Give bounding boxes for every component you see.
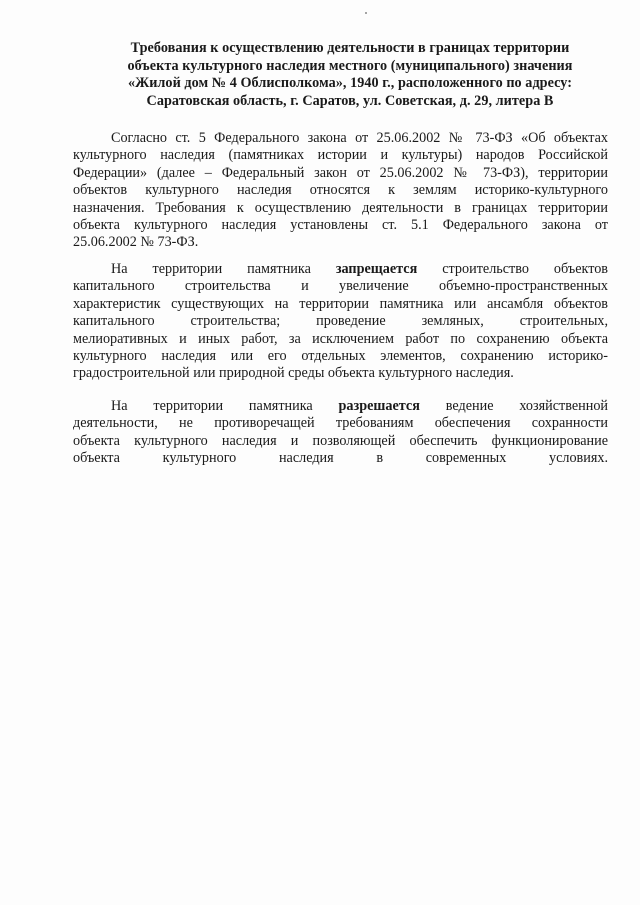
paragraph2-line-4: капитального строительства; проведение земляных, строительных,	[73, 313, 608, 330]
paragraph1-line-3: Федерации» (далее – Федеральный закон от 25.06.2002 № 73-ФЗ), территории	[73, 164, 608, 181]
title-line-3: «Жилой дом № 4 Облисполкома», 1940 г., расположенного по адресу:	[127, 75, 573, 91]
paragraph2-lead-tail: строительство объектов	[417, 261, 608, 277]
paragraph-permitted	[73, 398, 608, 468]
paragraph3-lead-text: На территории памятника	[111, 398, 339, 414]
paragraph3-line-2: деятельности, не противоречащей требованиям обеспечения сохранности	[73, 415, 608, 432]
paragraph2-lead-text: На территории памятника	[111, 261, 336, 277]
paragraph1-line-5: назначения. Требования к осуществлению деятельности в границах территории	[73, 199, 608, 216]
paragraph3-line-3: объекта культурного наследия и позволяющей обеспечить функционирование	[73, 432, 608, 449]
paragraph-prohibited	[73, 261, 608, 383]
paragraph2-line-7: градостроительной или природной среды объекта культурного наследия.	[73, 365, 514, 382]
scan-speck	[365, 12, 367, 14]
paragraph2-line-2: капитального строительства и увеличение объемно-пространственных	[73, 278, 608, 295]
document-title	[96, 40, 604, 110]
permitted-keyword: разрешается	[338, 398, 420, 414]
paragraph1-line-7: 25.06.2002 № 73-ФЗ.	[73, 234, 199, 251]
title-line-1: Требования к осуществлению деятельности в границах территории	[130, 40, 570, 56]
title-line-4: Саратовская область, г. Саратов, ул. Советская, д. 29, литера В	[146, 92, 554, 109]
paragraph2-line-1	[73, 261, 608, 278]
paragraph3-line-1	[73, 398, 608, 415]
paragraph3-line-4: объекта культурного наследия в современных условиях.	[73, 450, 608, 467]
paragraph1-line-6: объекта культурного наследия установлены ст. 5.1 Федерального закона от	[73, 216, 608, 233]
paragraph2-line-5: мелиоративных и иных работ, за исключением работ по сохранению объекта	[73, 330, 608, 347]
prohibited-keyword: запрещается	[335, 261, 418, 277]
paragraph3-lead-tail: ведение хозяйственной	[419, 398, 608, 414]
paragraph1-line-2: культурного наследия (памятниках истории и культуры) народов Российской	[73, 147, 608, 164]
paragraph1-line-4: объектов культурного наследия относятся к землям историко-культурного	[73, 182, 608, 199]
title-line-2: объекта культурного наследия местного (муниципального) значения	[127, 57, 573, 74]
paragraph1-line-1: Согласно ст. 5 Федерального закона от 25.06.2002 № 73-ФЗ «Об объектах	[111, 130, 608, 146]
paragraph-legal-basis	[73, 130, 608, 252]
paragraph2-line-3: характеристик существующих на территории памятника или ансамбля объектов	[73, 295, 608, 312]
paragraph2-line-6: культурного наследия или его отдельных элементов, сохранению историко-	[73, 347, 608, 364]
